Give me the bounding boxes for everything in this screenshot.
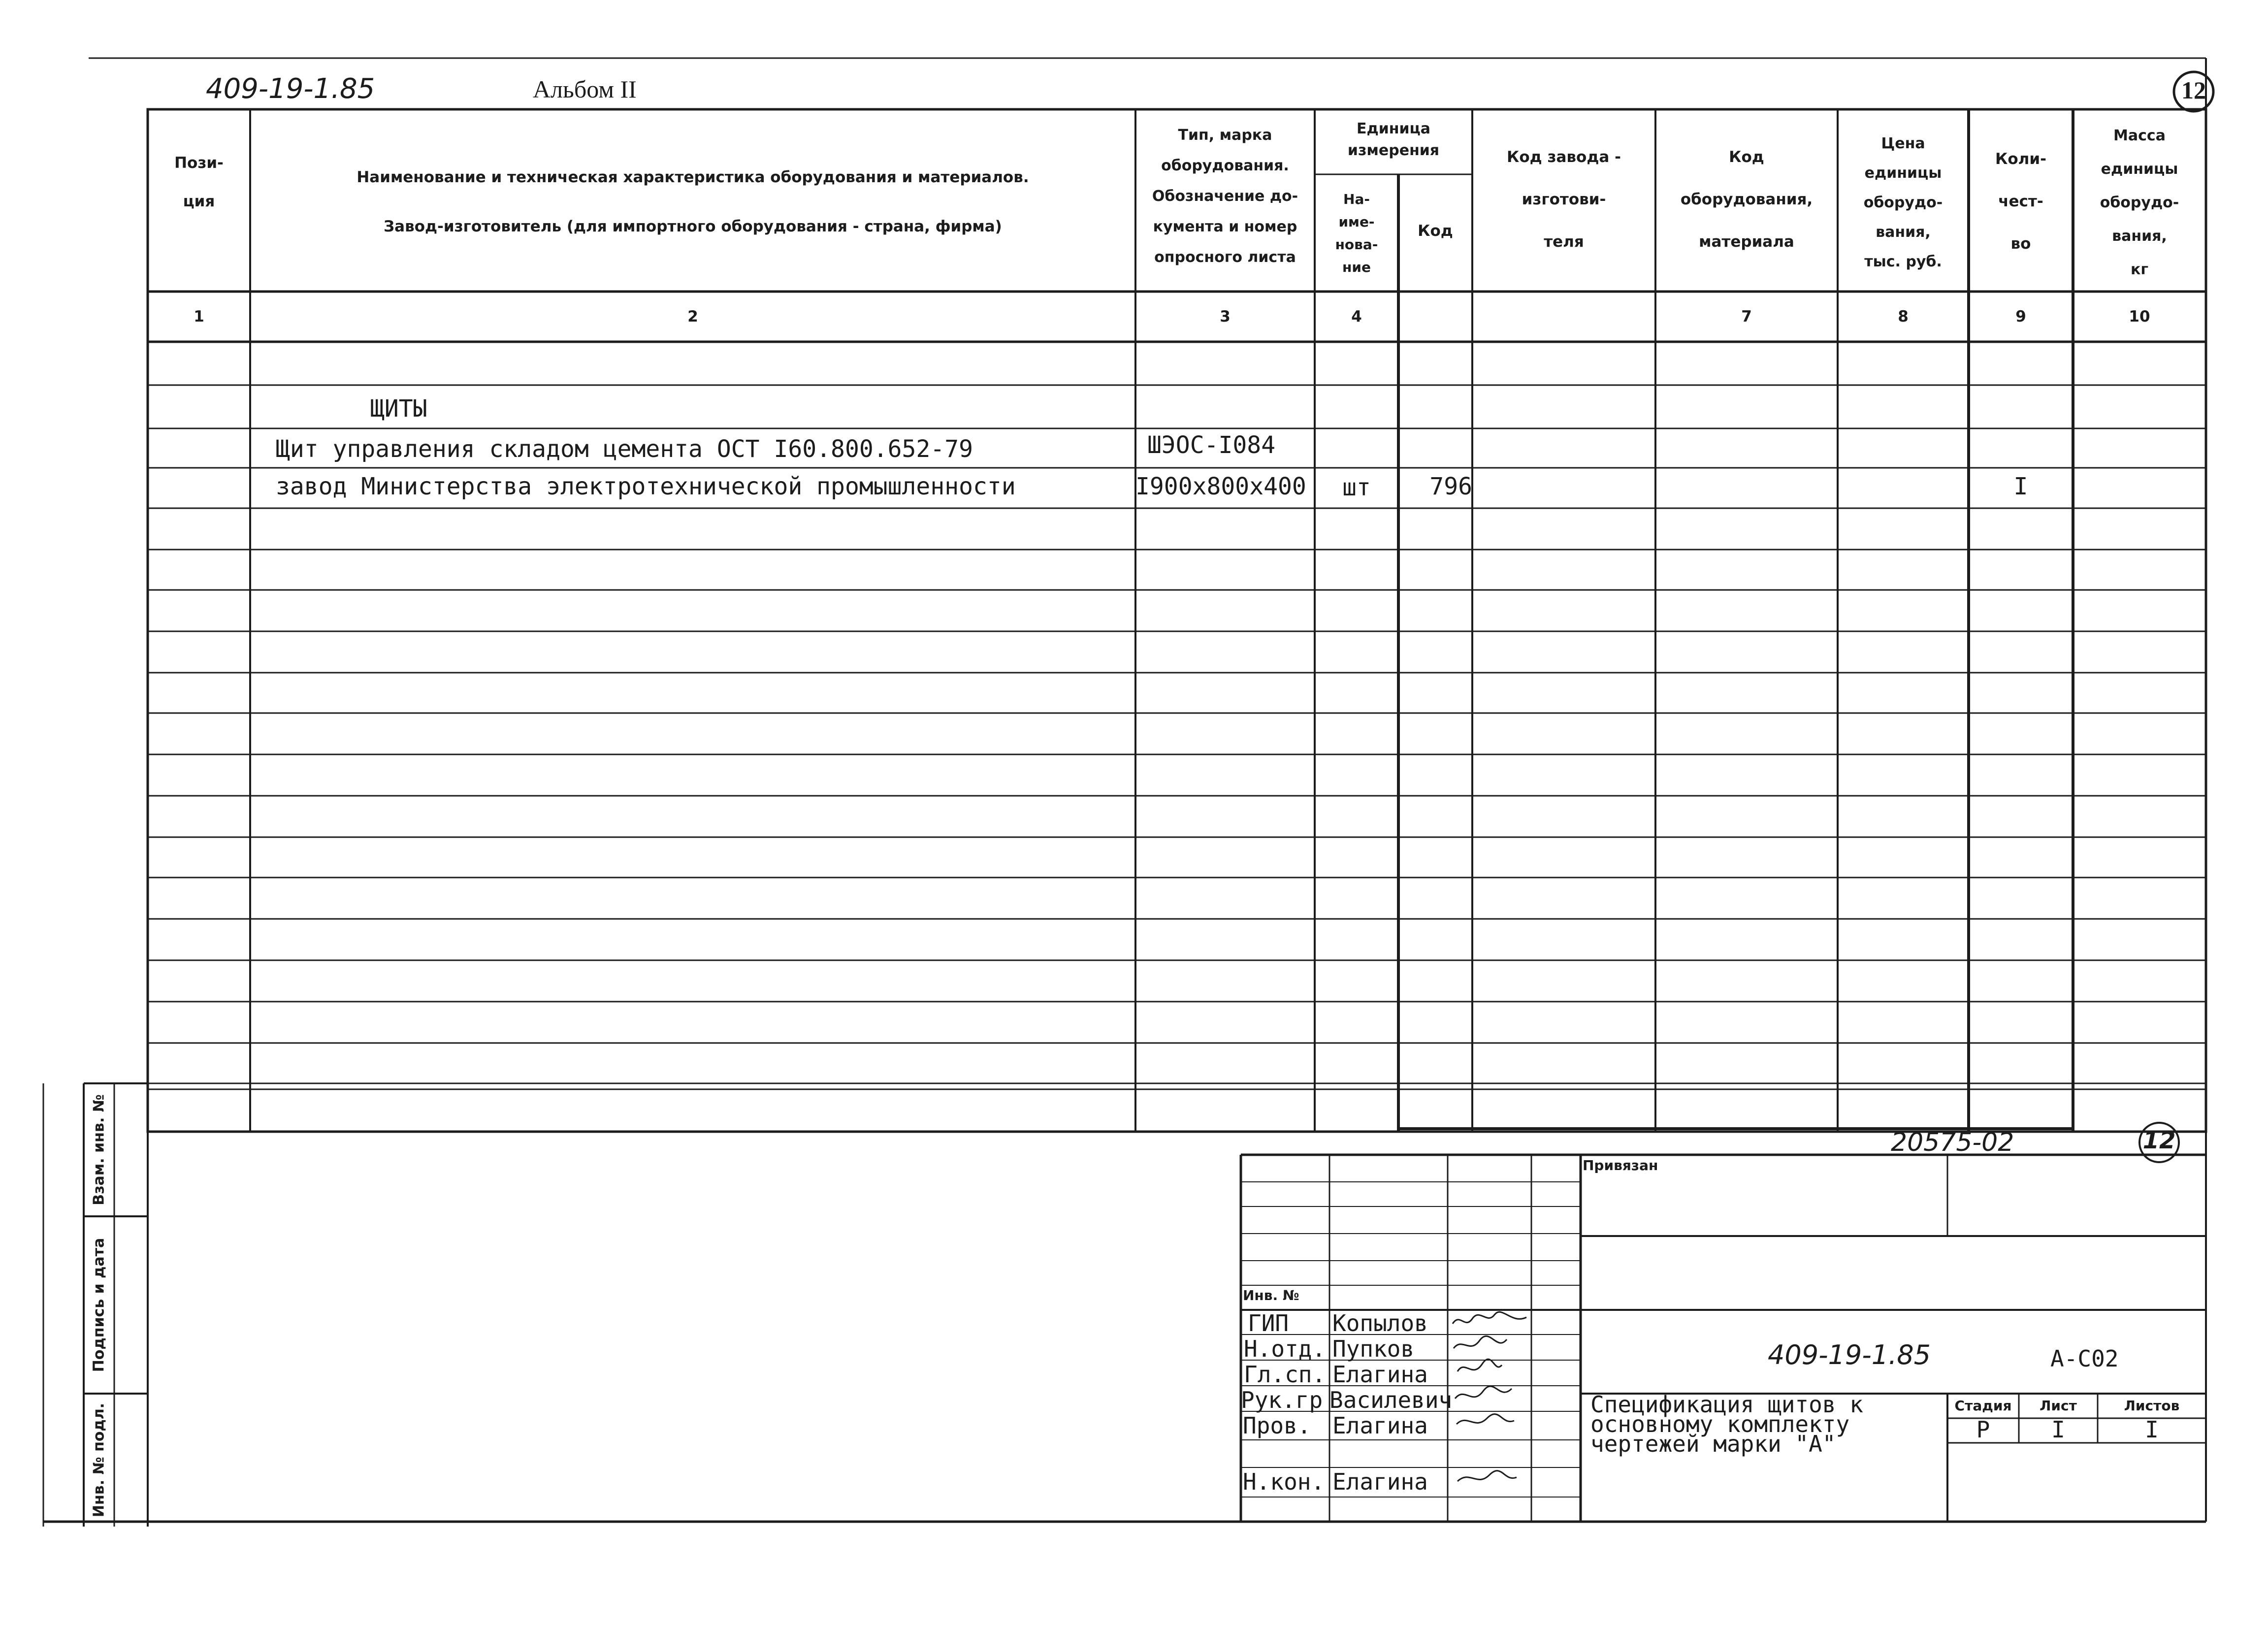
column-number: 2 bbox=[687, 308, 698, 326]
header-equipment-code: Код оборудования, материала bbox=[1680, 148, 1813, 251]
album-label: Альбом II bbox=[533, 75, 637, 103]
role-name: Копылов bbox=[1332, 1310, 1428, 1336]
row-name: Щит управления складом цемента ОСТ I60.800.652-79 bbox=[276, 435, 973, 463]
column-number: 1 bbox=[194, 308, 204, 326]
signatures bbox=[1448, 1310, 1531, 1522]
privyazan-label: Привязан bbox=[1583, 1157, 1658, 1173]
archive-number: 20575-02 bbox=[1891, 1128, 2014, 1157]
stage-value: Р bbox=[1976, 1416, 1990, 1443]
side-stamp-inv-podl: Инв. № подл. bbox=[90, 1402, 108, 1518]
row-type: I900x800x400 bbox=[1135, 473, 1306, 500]
role-row: Пров. bbox=[1243, 1412, 1311, 1439]
role-row: Н.кон. bbox=[1243, 1468, 1325, 1495]
role-name: Василевич bbox=[1329, 1387, 1453, 1413]
circled-number: 12 bbox=[2142, 1127, 2176, 1154]
role-name: Елагина bbox=[1332, 1361, 1428, 1388]
title-doc-code: 409-19-1.85 bbox=[1768, 1339, 1931, 1370]
column-number: 3 bbox=[1220, 308, 1231, 326]
row-unit: шт bbox=[1342, 474, 1371, 501]
sheets-value: I bbox=[2145, 1416, 2159, 1443]
page-marker: 12 bbox=[2181, 76, 2206, 104]
role-row: Гл.сп. bbox=[1244, 1361, 1326, 1388]
header-type: Тип, марка оборудования. Обозначение до- кумента и номер опросного листа bbox=[1152, 127, 1298, 266]
column-number: 9 bbox=[2015, 308, 2026, 326]
sheet-label: Лист bbox=[2040, 1398, 2077, 1414]
column-number: 4 bbox=[1351, 308, 1362, 326]
role-row: ГИП bbox=[1248, 1310, 1289, 1336]
header-factory-code: Код завода - изготови- теля bbox=[1507, 148, 1621, 251]
header-quantity: Коли- чест- во bbox=[1995, 150, 2046, 253]
role-row: Н.отд. bbox=[1244, 1335, 1326, 1362]
row-name: завод Министерства электротехнической промышленности bbox=[276, 473, 1016, 500]
sheet-value: I bbox=[2051, 1416, 2065, 1443]
document-code: 409-19-1.85 bbox=[206, 73, 375, 105]
title-sheet-code: А-С02 bbox=[2050, 1345, 2119, 1372]
header-name: Наименование и техническая характеристика оборудования и материалов. Завод-изготовитель (для импортного оборудования - страна, фирма) bbox=[356, 168, 1029, 235]
header-unit-code: Код bbox=[1418, 222, 1453, 240]
column-number: 10 bbox=[2129, 308, 2150, 326]
role-name: Елагина bbox=[1332, 1468, 1428, 1495]
row-quantity: I bbox=[2013, 473, 2028, 500]
row-type: ШЭОС-I084 bbox=[1147, 431, 1276, 459]
inv-no-label: Инв. № bbox=[1243, 1287, 1299, 1303]
header-mass: Масса единицы оборудо- вания, кг bbox=[2100, 127, 2179, 278]
role-name: Елагина bbox=[1332, 1412, 1428, 1439]
sheets-label: Листов bbox=[2124, 1398, 2180, 1414]
role-row: Рук.гр bbox=[1241, 1387, 1323, 1413]
header-unit-name: На- име- нова- ние bbox=[1335, 191, 1378, 275]
column-number: 7 bbox=[1741, 308, 1752, 326]
title-description: Спецификация щитов к основному комплекту чертежей марки "А" bbox=[1590, 1391, 1863, 1457]
side-stamp-vzam: Взам. инв. № bbox=[90, 1094, 108, 1205]
side-stamp-podpis: Подпись и дата bbox=[90, 1237, 108, 1372]
role-name: Пупков bbox=[1332, 1335, 1415, 1362]
column-number: 8 bbox=[1898, 308, 1909, 326]
section-heading: ЩИТЫ bbox=[370, 395, 427, 423]
header-position: Пози- ция bbox=[174, 154, 224, 210]
header-price: Цена единицы оборудо- вания, тыс. руб. bbox=[1863, 135, 1943, 270]
stage-label: Стадия bbox=[1954, 1398, 2012, 1414]
header-unit-group: Единица измерения bbox=[1347, 120, 1440, 159]
row-code: 796 bbox=[1429, 473, 1472, 500]
